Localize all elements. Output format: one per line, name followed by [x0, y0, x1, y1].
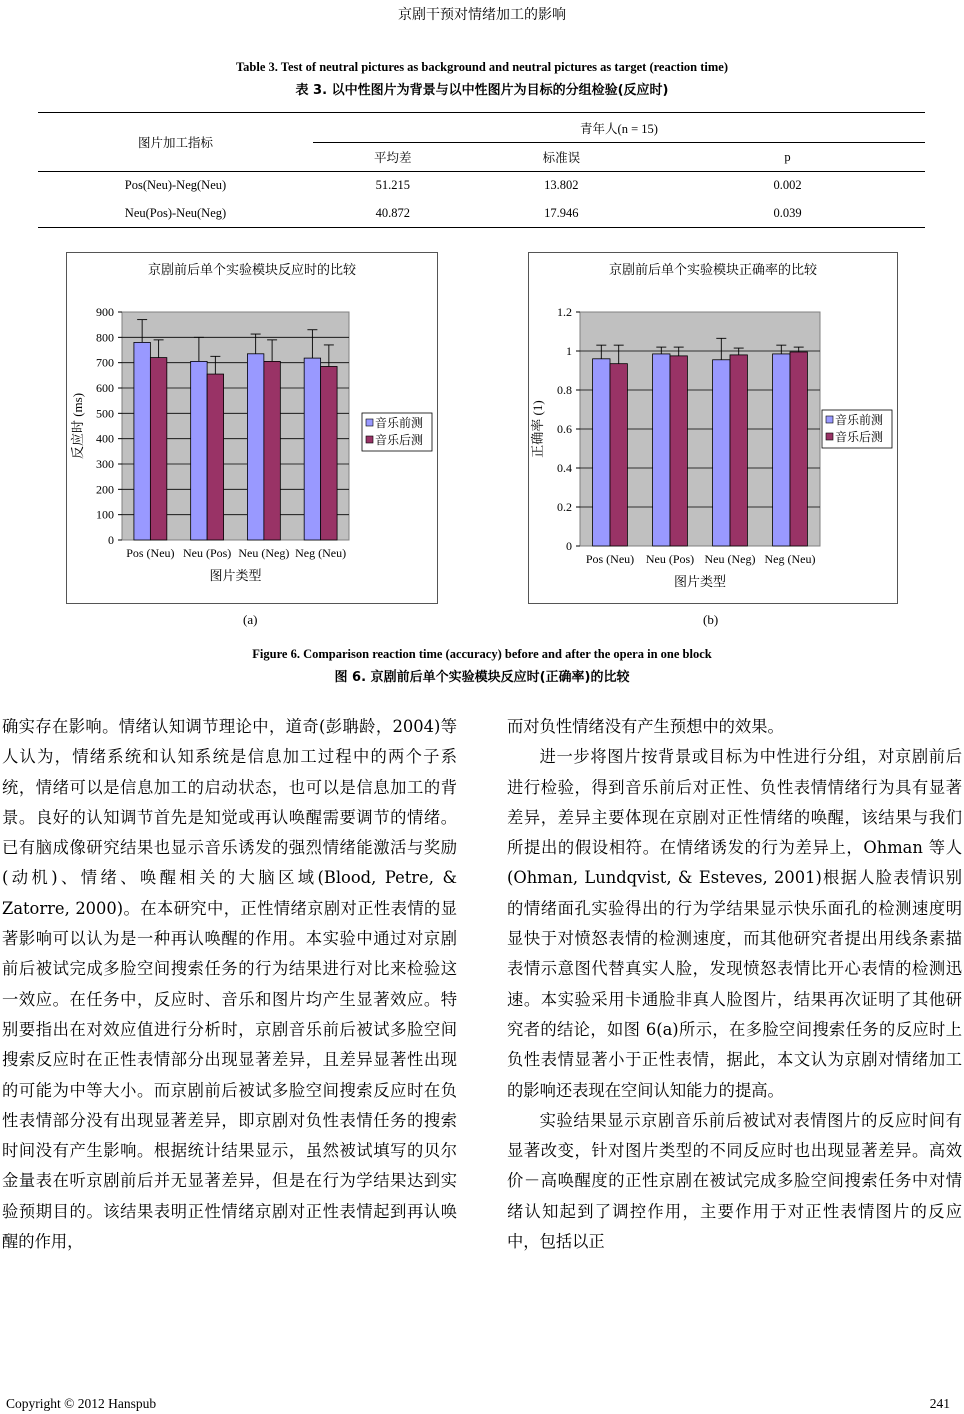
chart-title: 京剧前后单个实验模块反应时的比较: [147, 262, 357, 277]
figure-caption-zh: 图 6. 京剧前后单个实验模块反应时(正确率)的比较: [334, 670, 630, 685]
table-col-header: p: [784, 149, 791, 164]
running-header: 京剧干预对情绪加工的影响: [398, 7, 566, 23]
bar: [670, 356, 687, 546]
legend-label: 音乐前测: [835, 413, 884, 427]
y-tick-label: 500: [96, 406, 114, 421]
bar: [730, 355, 747, 546]
bar: [713, 360, 730, 546]
bar: [321, 366, 337, 540]
subfigure-label-a: (a): [243, 612, 258, 627]
table-row: [38, 200, 925, 228]
bar: [191, 361, 207, 540]
bar: [304, 358, 320, 540]
bar: [264, 361, 280, 540]
subfigure-label-b: (b): [703, 612, 719, 627]
y-tick-label: 0.2: [557, 500, 572, 514]
legend-swatch: [826, 433, 833, 440]
bar: [134, 342, 150, 540]
table-group-header: 青年人(n = 15): [313, 113, 925, 143]
body-paragraph: 实验结果显示京剧音乐前后被试对表情图片的反应时间有显著改变，针对图片类型的不同反应时也出现显著差异。高效价－高唤醒度的正性京剧在被试完成多脸空间搜索任务中对情绪认知起到了调控作用，主要作用于对正性表情图片的反应中，包括以正: [507, 1110, 962, 1252]
bar: [593, 359, 610, 546]
x-tick-label: Neu (Pos): [645, 552, 695, 566]
x-axis-label: 图片类型: [673, 574, 727, 589]
table-cell: 0.002: [773, 178, 802, 193]
table-row-label: Neu(Pos)-Neu(Neg): [124, 205, 227, 220]
table-cell: 51.215: [375, 178, 410, 193]
x-tick-label: Neg (Neu): [295, 546, 347, 560]
legend-swatch: [366, 419, 373, 426]
y-tick-label: 200: [96, 482, 114, 497]
y-tick-label: 600: [96, 381, 114, 395]
y-tick-label: 700: [96, 355, 114, 370]
bar: [790, 352, 807, 546]
bar: [610, 364, 627, 546]
y-tick-label: 0.8: [557, 383, 572, 397]
legend-swatch: [366, 436, 373, 443]
table-caption-en: Table 3. Test of neutral pictures as background and neutral pictures as target (reaction time): [235, 60, 729, 74]
table-col-header: 标准误: [542, 151, 581, 165]
table-col-header: 平均差: [374, 151, 412, 165]
y-tick-label: 0: [108, 533, 114, 547]
x-tick-label: Neu (Neg): [238, 546, 290, 560]
stats-table: [38, 112, 925, 228]
reaction-time-chart: [66, 252, 438, 604]
bar: [653, 354, 670, 546]
table-caption-zh: 表 3. 以中性图片为背景与以中性图片为目标的分组检验(反应时): [295, 83, 669, 98]
y-tick-label: 1.2: [557, 305, 572, 319]
bar: [150, 358, 166, 540]
y-tick-label: 800: [96, 330, 114, 345]
x-tick-label: Neu (Pos): [182, 546, 232, 560]
body-column-right: [507, 712, 962, 1257]
legend-label: 音乐前测: [375, 416, 424, 430]
y-axis-label: 反应时 (ms): [70, 392, 85, 460]
table-cell: 0.039: [773, 205, 802, 220]
y-tick-label: 1: [566, 344, 572, 358]
y-tick-label: 300: [96, 457, 114, 471]
y-tick-label: 0.4: [557, 461, 572, 475]
page-number: 241: [929, 1396, 950, 1411]
y-tick-label: 100: [96, 507, 114, 522]
y-tick-label: 0.6: [557, 422, 572, 436]
table-cell: 13.802: [544, 178, 579, 193]
body-paragraph: 确实存在影响。情绪认知调节理论中，道奇(彭聃龄，2004)等人认为，情绪系统和认知系统是信息加工过程中的两个子系统，情绪可以是信息加工的启动状态，也可以是信息加工的背景。良好的认知调节首先是知觉或再认唤醒需要调节的情绪。已有脑成像研究结果也显示音乐诱发的强烈情绪能激活与奖励(动机)、情绪、唤醒相关的大脑区域(Blood, Petre, & Zatorre, 2000)。在本研究中，正性情绪京剧对正性表情的显著影响可以认为是一种再认唤醒的作用。本实验中通过对京剧前后被试完成多脸空间搜索任务的行为结果进行对比来检验这一效应。在任务中，反应时、音乐和图片均产生显著效应。特别要指出在对效应值进行分析时，京剧音乐前后被试多脸空间搜索反应时在正性表情部分出现显著差异，且差异显著性出现的可能为中等大小。而京剧前后被试多脸空间搜索反应时在负性表情部分没有出现显著差异，即京剧对负性表情任务的搜索时间没有产生影响。根据统计结果显示，虽然被试填写的贝尔金量表在听京剧前后并无显著差异，但是在行为学结果达到实验预期目的。该结果表明正性情绪京剧对正性表情起到再认唤醒的作用，: [2, 717, 457, 1252]
body-paragraph: 进一步将图片按背景或目标为中性进行分组，对京剧前后进行检验，得到音乐前后对正性、负性表情情绪行为具有显著差异，差异主要体现在京剧对正性情绪的唤醒，该结果与我们所提出的假设相符。在情绪诱发的行为差异上，Ohman 等人(Ohman, Lundqvist, & Esteves, 2001)根据人脸表情识别的情绪面孔实验得出的行为学结果显示快乐面孔的检测速度明显快于对愤怒表情的检测速度，而其他研究者提出用线条素描表情示意图代替真实人脸，发现愤怒表情比开心表情的检测迅速。本实验采用卡通脸非真人脸图片，结果再次证明了其他研究者的结论，如图 6(a)所示，在多脸空间搜索任务的反应时上负性表情显著小于正性表情，据此，本文认为京剧对情绪加工的影响还表现在空间认知能力的提高。: [507, 747, 962, 1100]
body-paragraph: 而对负性情绪没有产生预想中的效果。: [507, 717, 784, 736]
x-tick-label: Pos (Neu): [126, 546, 175, 560]
body-column-left: [2, 712, 457, 1257]
bar: [773, 354, 790, 546]
chart-title: 京剧前后单个实验模块正确率的比较: [608, 262, 818, 277]
x-tick-label: Pos (Neu): [585, 552, 635, 566]
table-cell: 40.872: [375, 205, 410, 220]
y-tick-label: 400: [96, 431, 114, 446]
x-axis-label: 图片类型: [209, 568, 262, 583]
accuracy-chart: [528, 252, 898, 604]
figure-caption-en: Figure 6. Comparison reaction time (accuracy) before and after the opera in one block: [252, 647, 712, 661]
x-tick-label: Neu (Neg): [704, 552, 756, 566]
bar: [247, 354, 263, 540]
legend-label: 音乐后测: [835, 430, 884, 444]
table-row: [38, 172, 925, 200]
y-axis-label: 正确率 (1): [530, 400, 545, 458]
table-row-header: 图片加工指标: [137, 136, 213, 150]
bar: [207, 374, 223, 540]
legend-label: 音乐后测: [375, 433, 424, 447]
x-tick-label: Neg (Neu): [764, 552, 816, 566]
table-cell: 17.946: [544, 205, 579, 220]
y-tick-label: 900: [96, 305, 114, 319]
y-tick-label: 0: [566, 539, 572, 553]
copyright-footer: Copyright © 2012 Hanspub: [6, 1396, 157, 1411]
legend-swatch: [826, 416, 833, 423]
table-row-label: Pos(Neu)-Neg(Neu): [124, 178, 227, 193]
